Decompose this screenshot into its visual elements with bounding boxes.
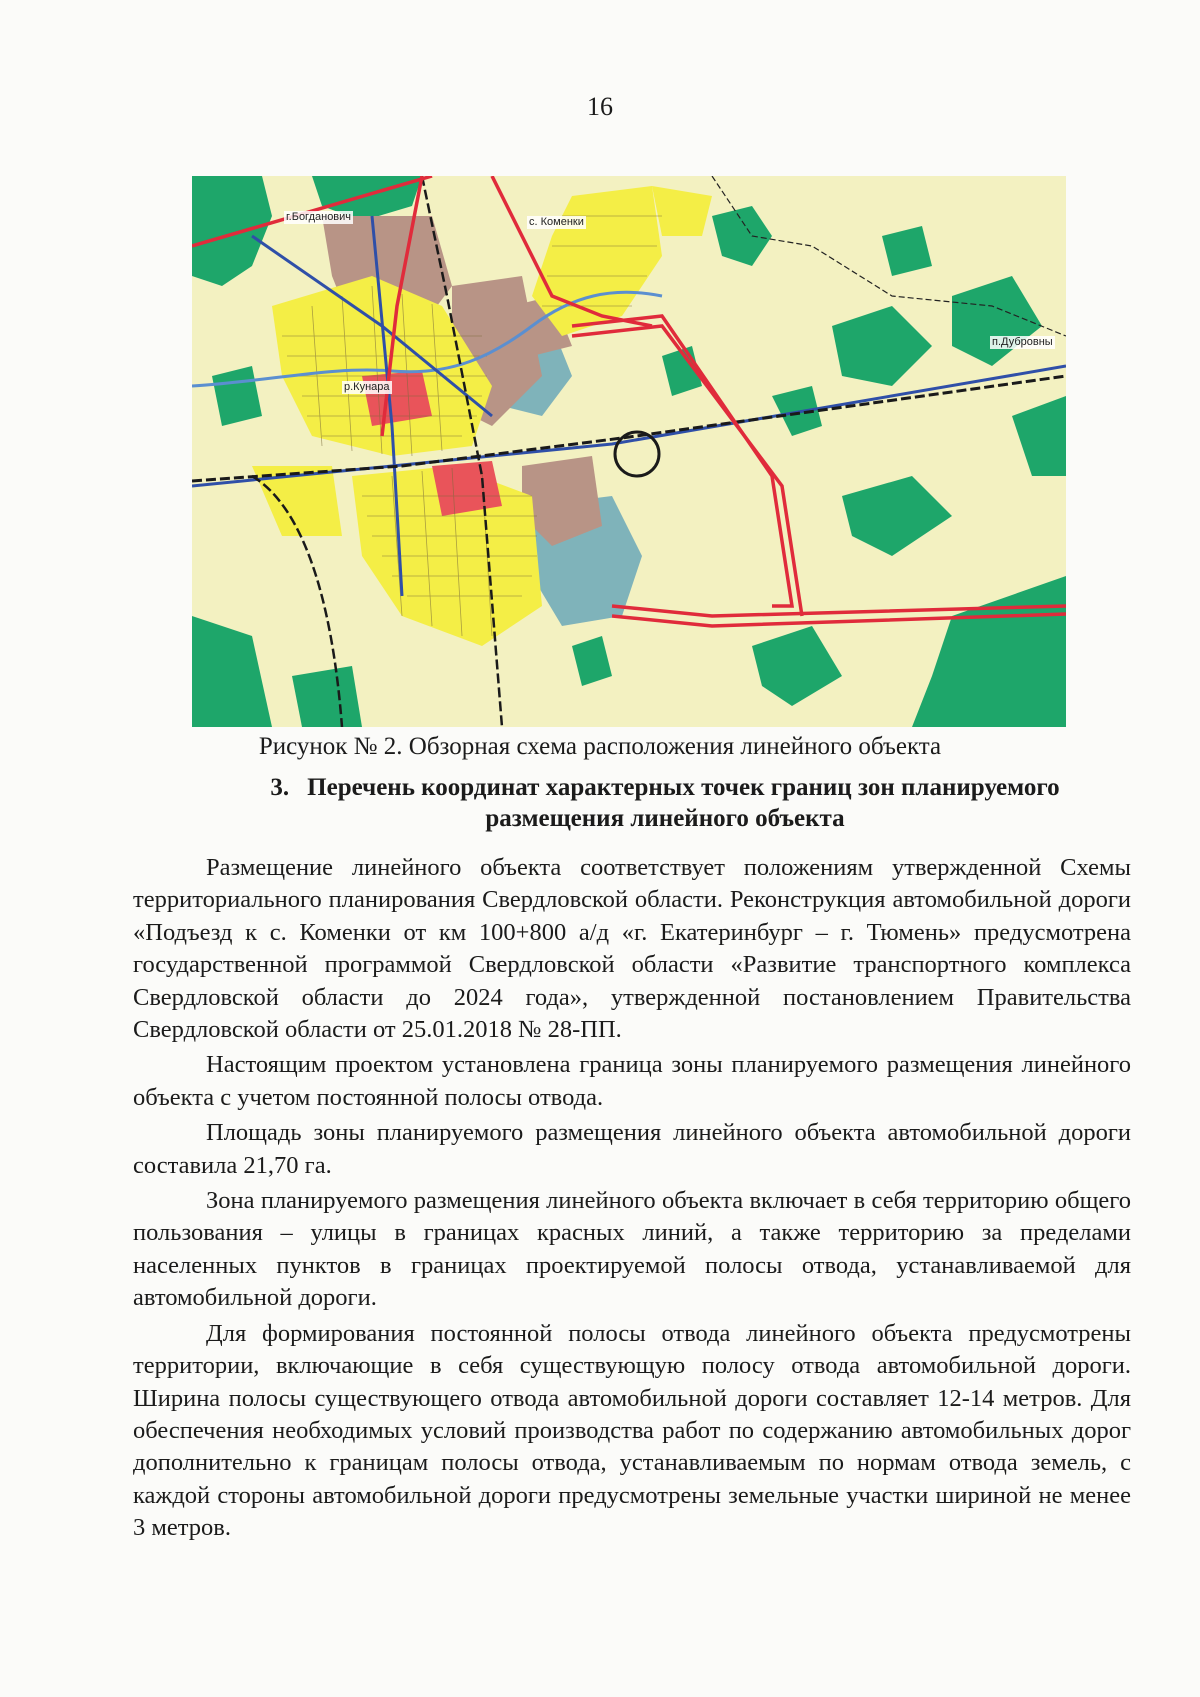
map-label-dubrovny: п.Дубровны <box>992 336 1053 348</box>
section-title-line1: Перечень координат характерных точек границ зон планируемого <box>307 774 1060 801</box>
map-label-komenki: с. Коменки <box>529 216 584 228</box>
section-number: 3. <box>270 774 290 801</box>
paragraph: Размещение линейного объекта соответствует положениям утвержденной Схемы территориального планирования Свердловской области. Реконструкция автомобильной дороги «Подъезд к с. Коменки от км 100+800 а/д «г. Екатеринбург – г. Тюмень» предусмотрена государственной программой Свердловской области «Развитие транспортного комплекса Свердловской области до 2024 года», утвержденной постановлением Правительства Свердловской области от 25.01.2018 № 28-ПП. <box>133 854 1131 1044</box>
overview-map <box>192 176 1066 727</box>
paragraph: Настоящим проектом установлена граница зоны планируемого размещения линейного объекта с учетом постоянной полосы отвода. <box>133 1051 1131 1111</box>
map-label-kunara: р.Кунара <box>344 381 390 393</box>
map-label-bogdanovich: г.Богданович <box>286 211 352 223</box>
section-heading-line1 <box>190 772 1140 803</box>
body-text <box>133 852 1131 1548</box>
section-heading <box>190 772 1140 834</box>
figure-caption: Рисунок № 2. Обзорная схема расположения линейного объекта <box>258 733 942 760</box>
paragraph: Для формирования постоянной полосы отвода линейного объекта предусмотрены территории, включающие в себя существующую полосу отвода автомобильной дороги. Ширина полосы существующего отвода автомобильной дороги составляет 12-14 метров. Для обеспечения необходимых условий производства работ по содержанию автомобильных дорог дополнительно к границам полосы отвода, устанавливаемым по нормам отвода земель, с каждой стороны автомобильной дороги предусмотрены земельные участки шириной не менее 3 метров. <box>133 1319 1131 1542</box>
map-graphic <box>192 176 1066 727</box>
paragraph: Площадь зоны планируемого размещения линейного объекта автомобильной дороги составила 21,70 га. <box>133 1119 1131 1179</box>
section-title-line2: размещения линейного объекта <box>485 805 845 832</box>
paragraph: Зона планируемого размещения линейного объекта включает в себя территорию общего пользования – улицы в границах красных линий, а также территорию за пределами населенных пунктов в границах проектируемой полосы отвода, устанавливаемой для автомобильной дороги. <box>133 1187 1131 1312</box>
page-number: 16 <box>587 92 613 121</box>
